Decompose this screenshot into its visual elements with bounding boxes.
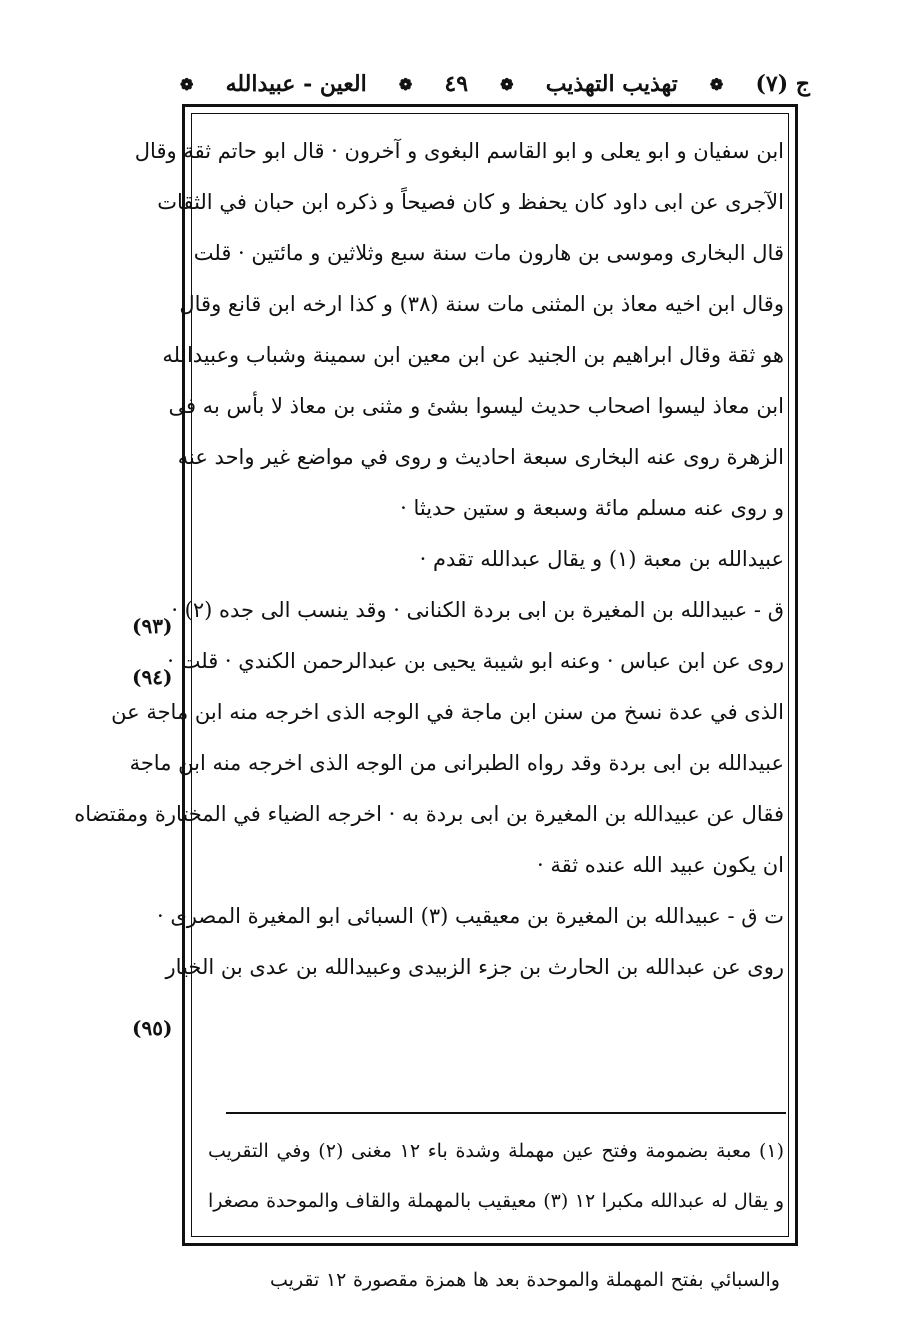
text-line: الآجرى عن ابى داود كان يحفظ و كان فصيحاً و ذكره ابن حبان في الثقات <box>157 190 784 214</box>
page-header <box>178 62 810 106</box>
text-line: روى عن ابن عباس · وعنه ابو شيبة يحيى بن عبدالرحمن الكندي · قلت · <box>167 649 784 673</box>
entry-heading-93: عبيدالله بن معبة (١) و يقال عبدالله تقدم · <box>419 547 784 571</box>
footnote-line: (١) معبة بضمومة وفتح عين مهملة وشدة باء ١٢ مغنى (٢) وفي التقريب <box>208 1140 784 1162</box>
text-line: الذى في عدة نسخ من سنن ابن ماجة في الوجه الذى اخرجه منه ابن ماجة عن <box>111 700 784 724</box>
text-line: الزهرة روى عنه البخارى سبعة احاديث و روى في مواضع غير واحد عنه <box>177 445 784 469</box>
text-line: فقال عن عبيدالله بن المغيرة بن ابى بردة به · اخرجه الضياء في المختارة ومقتضاه <box>74 802 784 826</box>
ornament-icon: ❁ <box>709 74 724 94</box>
entry-number-94: (٩٤) <box>132 665 173 689</box>
text-line: ابن معاذ ليسوا اصحاب حديث ليسوا بشئ و مثنى بن معاذ لا بأس به فى <box>168 394 784 418</box>
footnote-line: و يقال له عبدالله مكبرا ١٢ (٣) معيقيب بالمهملة والقاف والموحدة مصغرا <box>208 1190 784 1212</box>
entry-heading-95: ت ق - عبيدالله بن المغيرة بن معيقيب (٣) السبائى ابو المغيرة المصرى · <box>157 904 784 928</box>
text-line: عبيدالله بن ابى بردة وقد رواه الطبرانى من الوجه الذى اخرجه منه ابن ماجة <box>129 751 784 775</box>
text-line: ابن سفيان و ابو يعلى و ابو القاسم البغوى و آخرون · قال ابو حاتم ثقة وقال <box>134 139 784 163</box>
entry-number-93: (٩٣) <box>132 614 173 638</box>
footnote-continuation: والسبائي بفتح المهملة والموحدة بعد ها همزة مقصورة ١٢ تقريب <box>270 1269 780 1291</box>
text-line: هو ثقة وقال ابراهيم بن الجنيد عن ابن معين ابن سمينة وشباب وعبيدالله <box>162 343 784 367</box>
header-page-number: ٤٩ <box>444 71 469 97</box>
footnotes <box>208 1126 784 1226</box>
entry-number-95: (٩٥) <box>132 1016 173 1040</box>
text-line: و روى عنه مسلم مائة وسبعة و ستين حديثا · <box>400 496 784 520</box>
ornament-icon: ❁ <box>180 74 194 94</box>
text-line: وقال ابن اخيه معاذ بن المثنى مات سنة (٣٨) و كذا ارخه ابن قانع وقال <box>179 292 784 316</box>
header-volume: ج (٧) <box>755 71 810 97</box>
text-line: روى عن عبدالله بن الحارث بن جزء الزبيدى وعبيدالله بن عدى بن الخيار <box>165 955 784 979</box>
ornament-icon: ❁ <box>500 74 514 94</box>
entry-heading-94: ق - عبيدالله بن المغيرة بن ابى بردة الكنانى · وقد ينسب الى جده (٢) · <box>171 598 784 622</box>
text-line: قال البخارى وموسى بن هارون مات سنة سبع وثلاثين و مائتين · قلت · <box>180 241 784 265</box>
ornament-icon: ❁ <box>398 74 413 94</box>
text-line: ان يكون عبيد الله عنده ثقة · <box>537 853 784 877</box>
footnote-divider <box>226 1112 786 1114</box>
header-book-title: تهذيب التهذيب <box>545 71 678 97</box>
header-section: العين - عبيدالله <box>225 71 367 97</box>
